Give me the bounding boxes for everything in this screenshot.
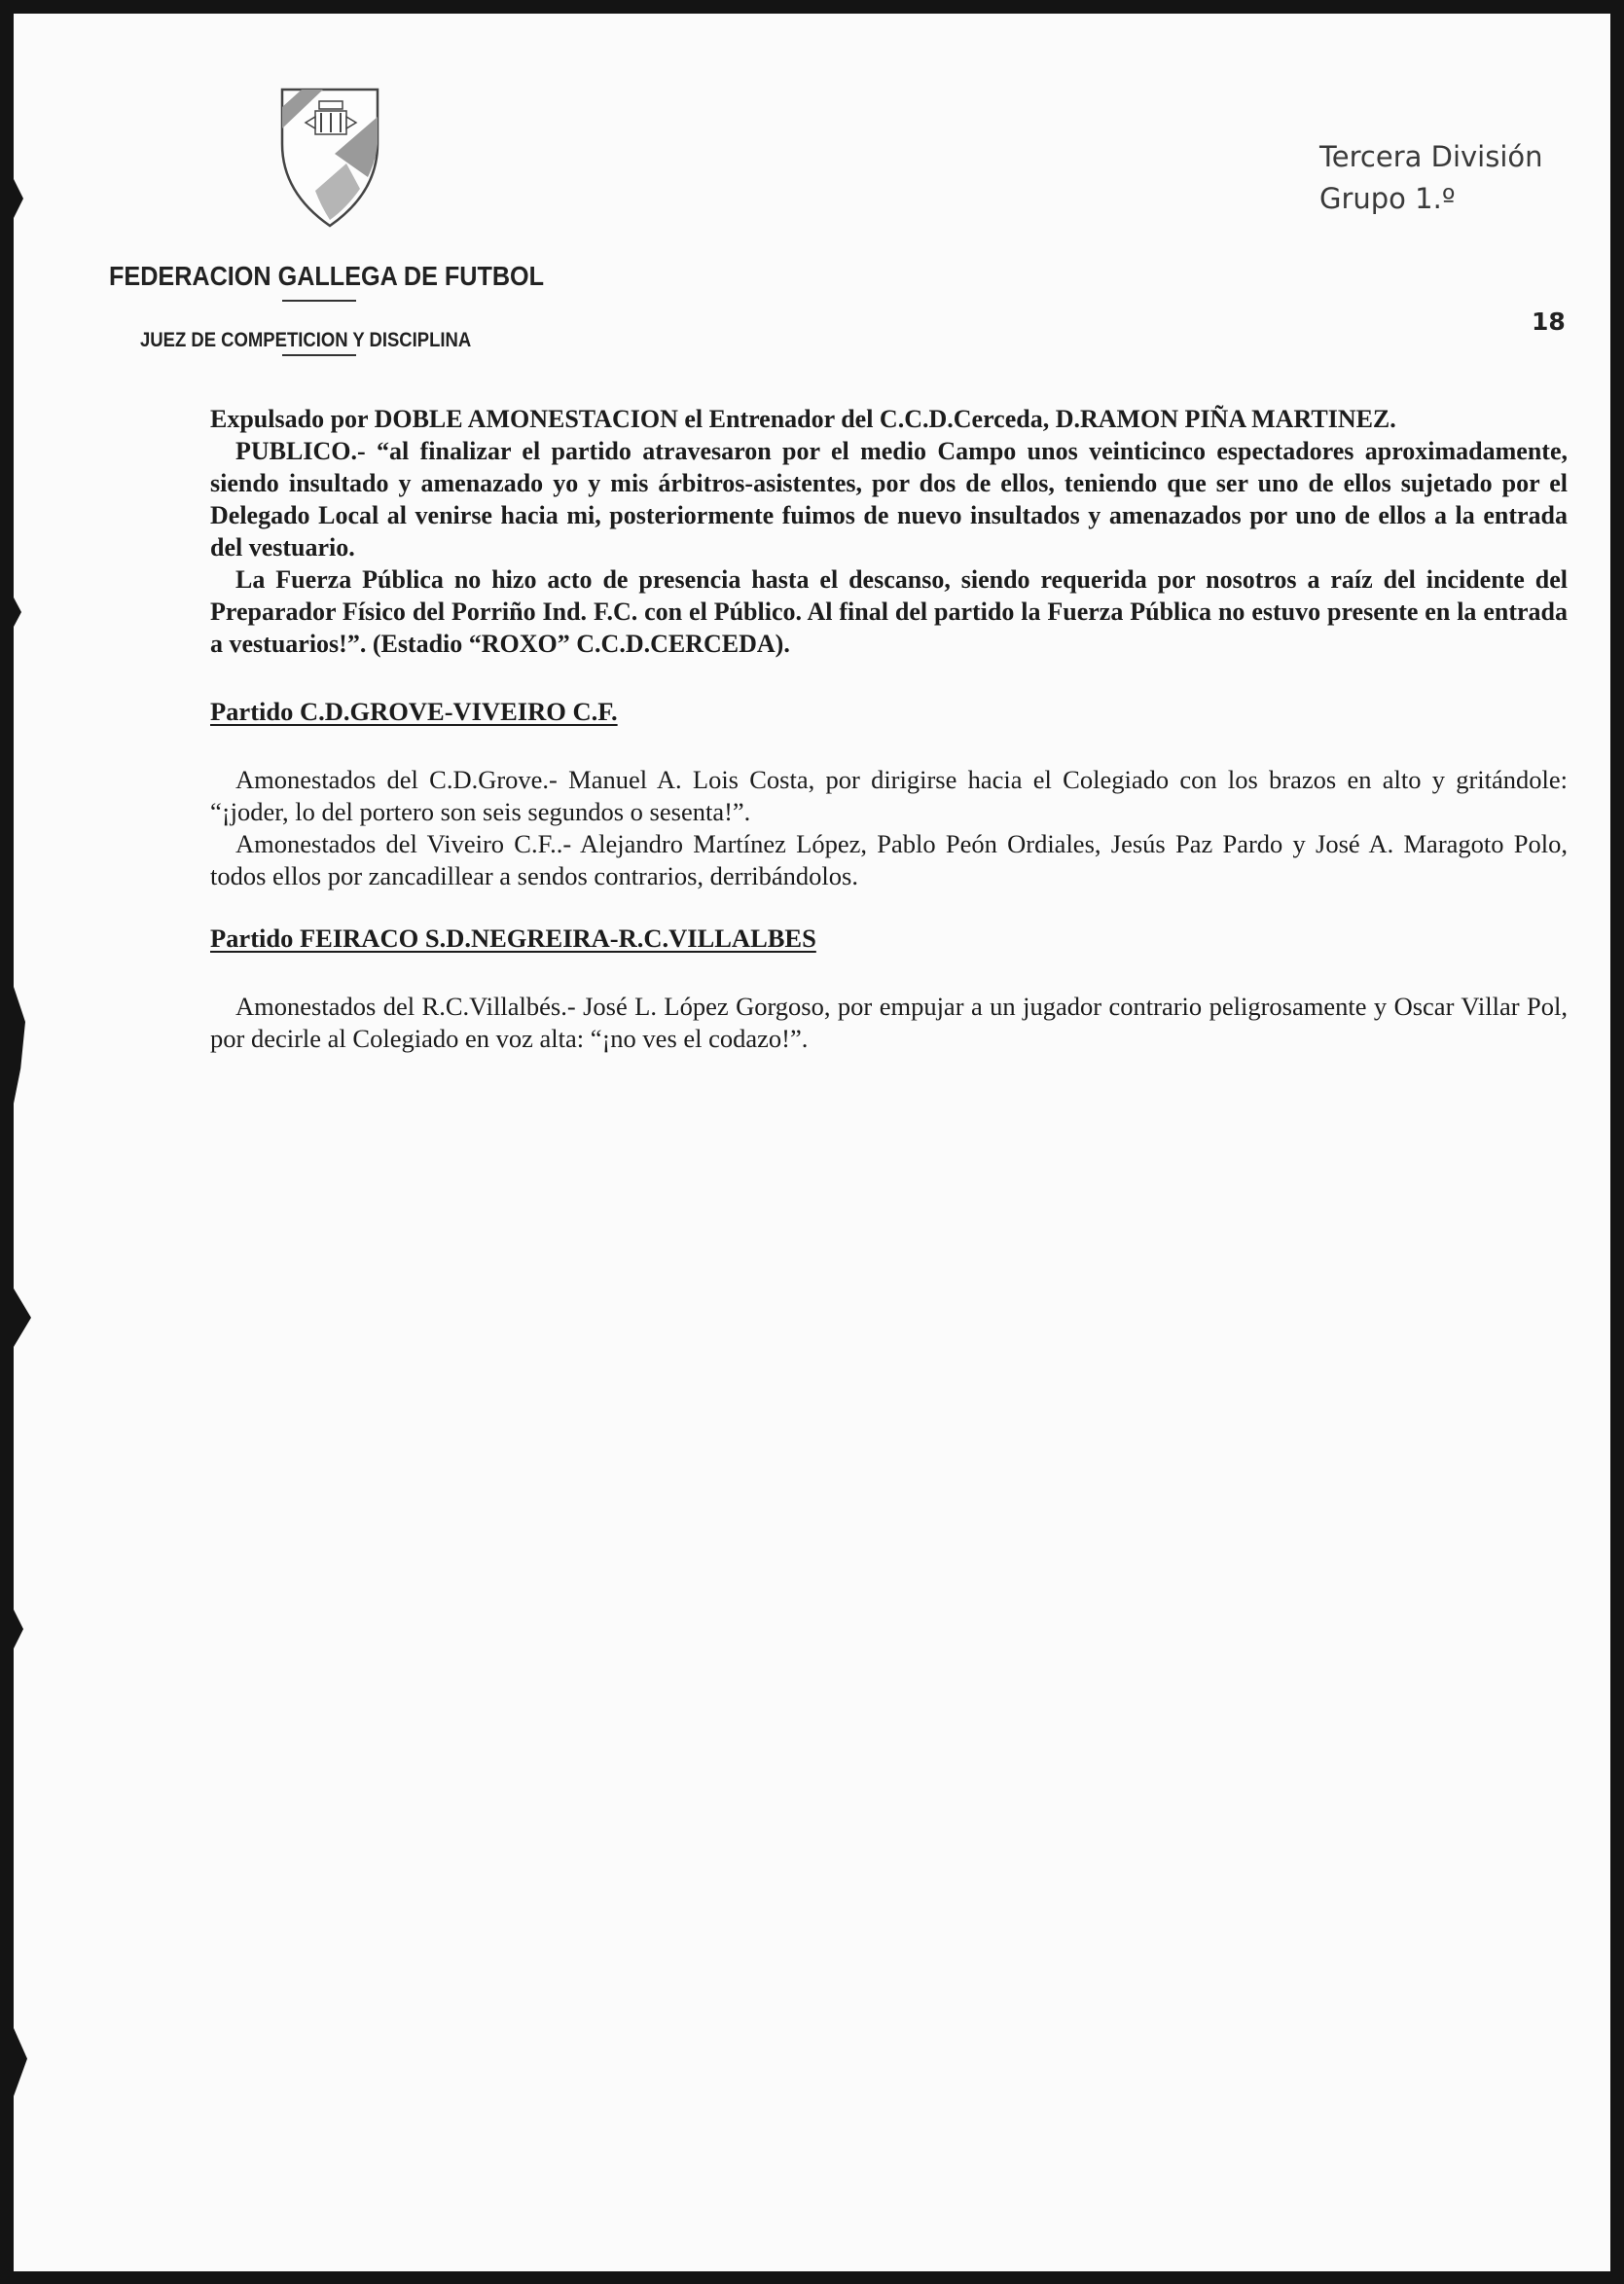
torn-edge [14,2028,27,2096]
federation-name: FEDERACION GALLEGA DE FUTBOL [109,261,545,291]
header-divider [282,354,356,356]
torn-edge [14,179,23,218]
paragraph: Amonestados del R.C.Villalbés.- José L. López Gorgoso, por empujar a un jugador contrario peligrosamente y Oscar Villar Pol, por decirle al Colegiado en voz alta: “¡no ves el codazo!”. [210,992,1568,1053]
header-divider [282,300,356,302]
paragraph: Expulsado por DOBLE AMONESTACION el Entrenador del C.C.D.Cerceda, D.RAMON PIÑA MARTINEZ. [210,405,1396,433]
match-section [210,764,1568,892]
paragraph: Amonestados del C.D.Grove.- Manuel A. Lois Costa, por dirigirse hacia el Colegiado con los brazos en alto y gritándole: “¡joder, lo del portero son seis segundos o sesenta!”. [210,765,1568,826]
torn-edge [14,1610,23,1649]
page-number: 18 [1532,308,1566,336]
paragraph: Amonestados del Viveiro C.F..- Alejandro Martínez López, Pablo Peón Ordiales, Jesús Paz Pardo y José A. Maragoto Polo, todos ellos por zancadillear a sendos contrarios, derribándolos. [210,829,1568,890]
committee-name: JUEZ DE COMPETICION Y DISCIPLINA [140,329,472,351]
match-section [210,991,1568,1055]
group-line: Grupo 1.º [1319,182,1456,215]
torn-edge [14,598,21,627]
continuation-section [210,403,1568,660]
section-heading: Partido FEIRACO S.D.NEGREIRA-R.C.VILLALBES [210,924,816,953]
document-body [210,403,1568,1055]
paragraph: La Fuerza Pública no hizo acto de presencia hasta el descanso, siendo requerida por nosotros a raíz del incidente del Preparador Físico del Porriño Ind. F.C. con el Público. Al final del partido la Fuerza Pública no estuvo presente en la entrada a vestuarios!”. (Estadio “ROXO” C.C.D.CERCEDA). [210,565,1568,658]
division-line: Tercera División [1319,140,1543,173]
section-heading: Partido C.D.GROVE-VIVEIRO C.F. [210,697,618,726]
paragraph: PUBLICO.- “al finalizar el partido atravesaron por el medio Campo unos veinticinco espectadores aproximadamente, siendo insultado y amenazado yo y mis árbitros-asistentes, por dos de ellos, teniendo que ser uno de ellos sujetado por el Delegado Local al venirse hacia mi, posteriormente fuimos de nuevo insultados y amenazados por uno de ellos a la entrada del vestuario. [210,437,1568,562]
division-label [1319,136,1543,220]
document-page [14,14,1610,2271]
torn-edge [14,987,25,1104]
federation-shield-icon [276,84,383,230]
torn-edge [14,1288,31,1347]
